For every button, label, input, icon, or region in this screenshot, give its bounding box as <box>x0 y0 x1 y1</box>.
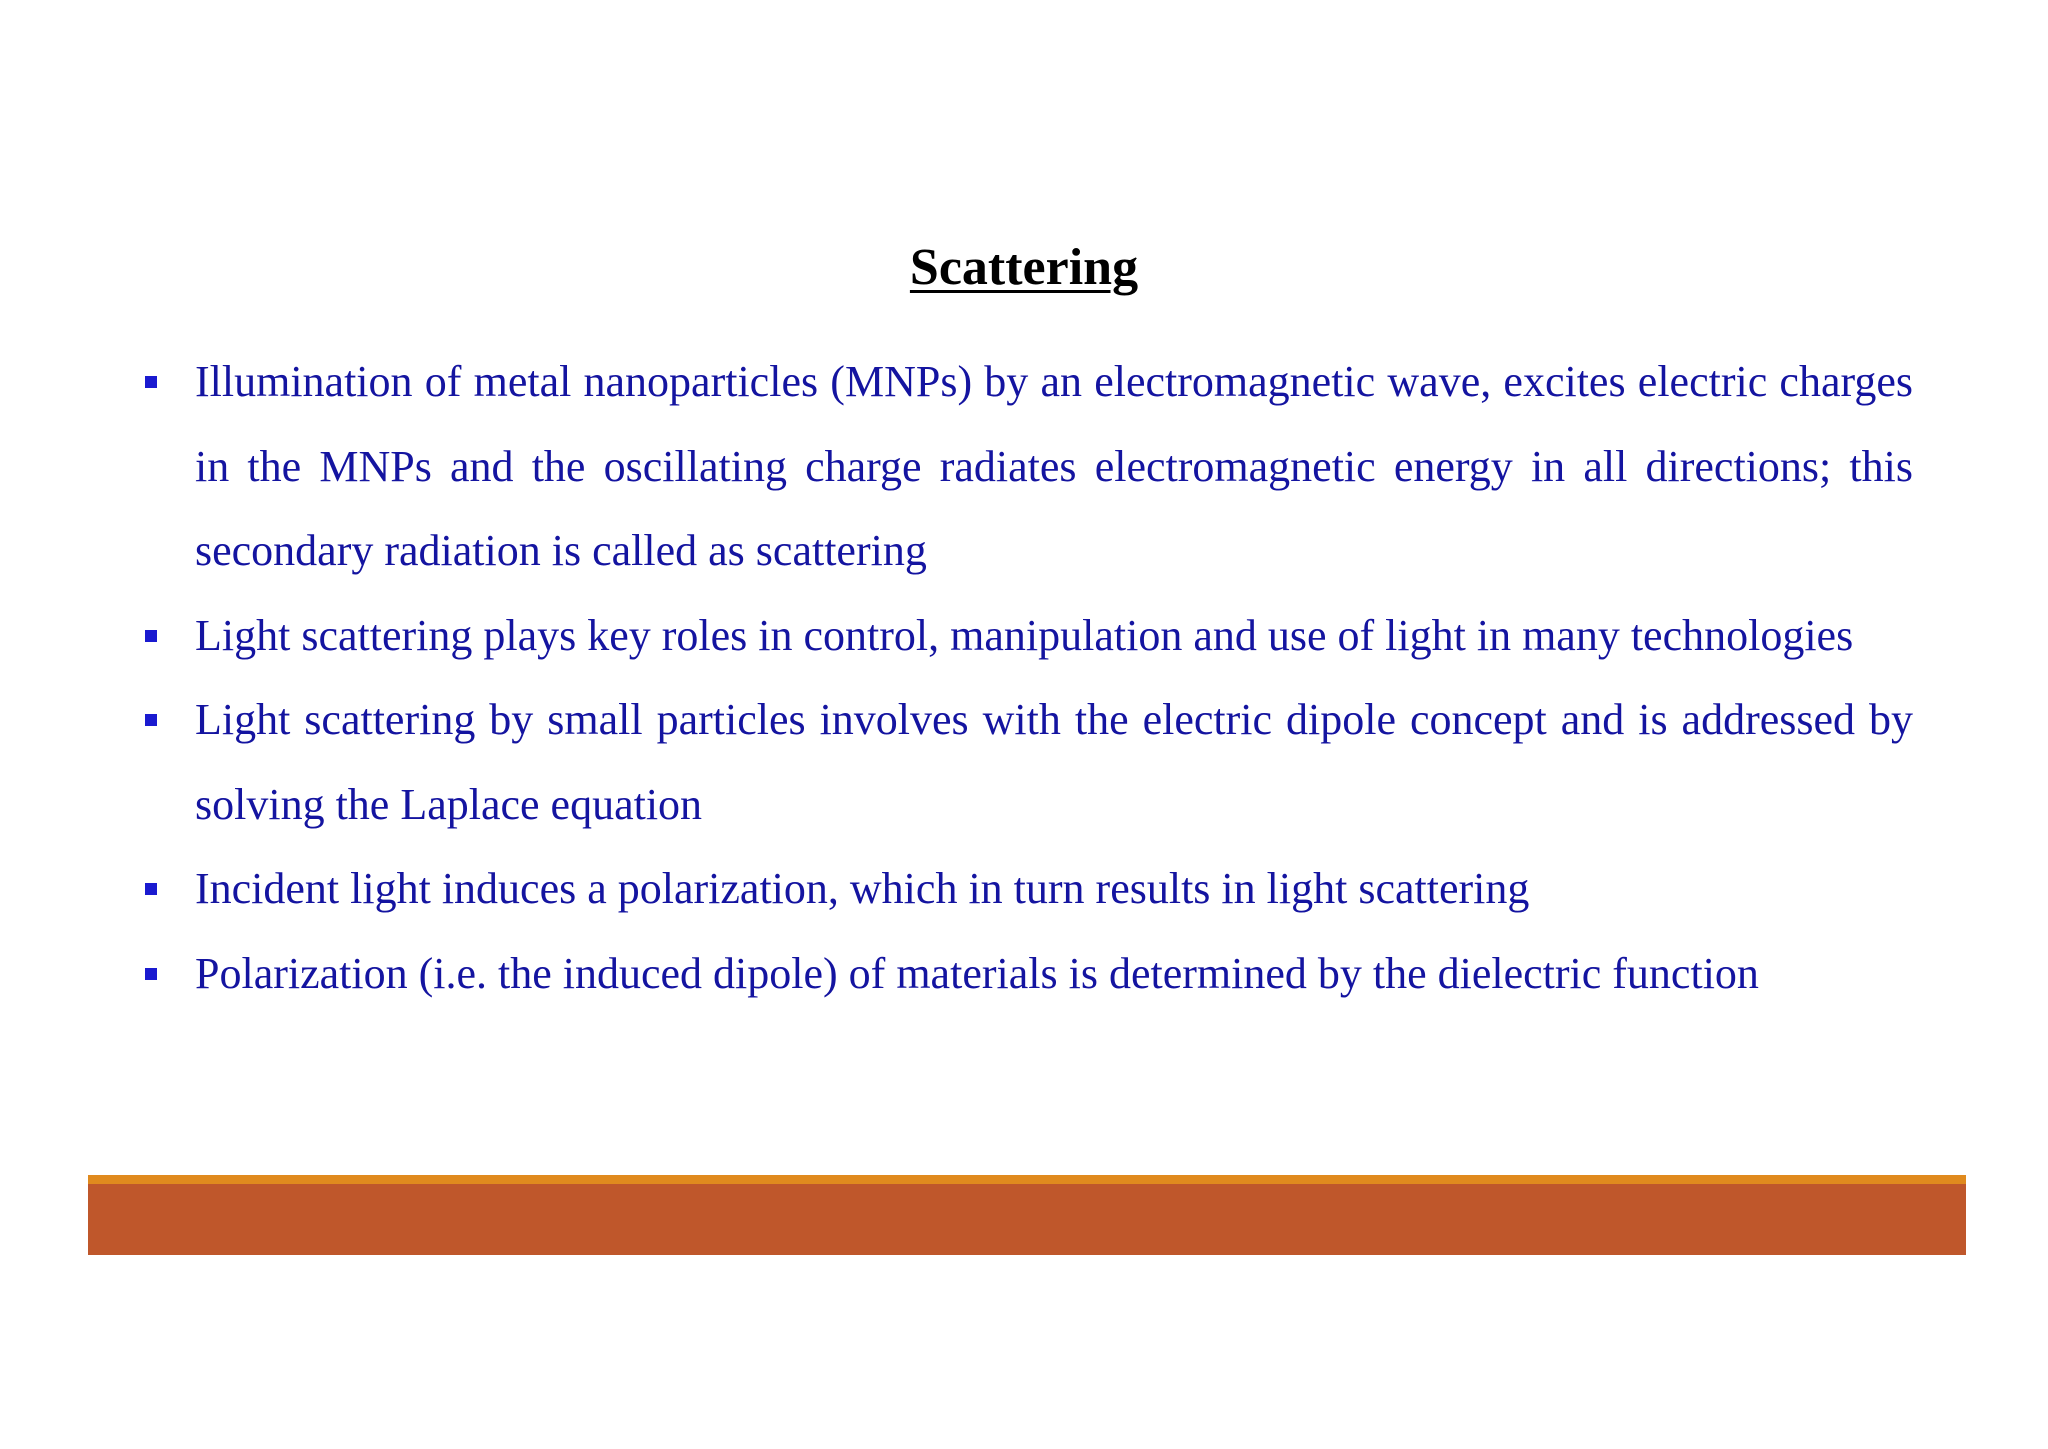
square-bullet-icon <box>145 968 157 980</box>
footer-accent-stripe <box>88 1175 1966 1184</box>
footer-bar <box>88 1175 1966 1255</box>
square-bullet-icon <box>145 883 157 895</box>
footer-band <box>88 1184 1966 1255</box>
slide-title-text: Scattering <box>909 239 1139 296</box>
bullet-item <box>145 678 1913 847</box>
bullet-text: Incident light induces a polarization, which in turn results in light scattering <box>195 864 1530 913</box>
bullet-item <box>145 340 1913 594</box>
bullet-text: Light scattering plays key roles in control, manipulation and use of light in many technologies <box>195 610 1854 660</box>
bullet-text: Light scattering by small particles involves with the electric dipole concept and is addressed by solving the Laplace equation <box>195 695 1913 829</box>
bullet-list <box>145 340 1913 1016</box>
bullet-item <box>145 932 1913 1017</box>
square-bullet-icon <box>145 714 157 726</box>
square-bullet-icon <box>145 630 157 642</box>
bullet-item <box>145 847 1913 932</box>
bullet-text: Illumination of metal nanoparticles (MNPs) by an electromagnetic wave, excites electric charges in the MNPs and the oscillating charge radiates electromagnetic energy in all directions; this secondary radiation is called as scattering <box>195 357 1913 575</box>
slide-title <box>0 238 2048 297</box>
square-bullet-icon <box>145 376 157 388</box>
bullet-text: Polarization (i.e. the induced dipole) of materials is determined by the dielectric function <box>195 948 1759 998</box>
bullet-item <box>145 594 1913 679</box>
